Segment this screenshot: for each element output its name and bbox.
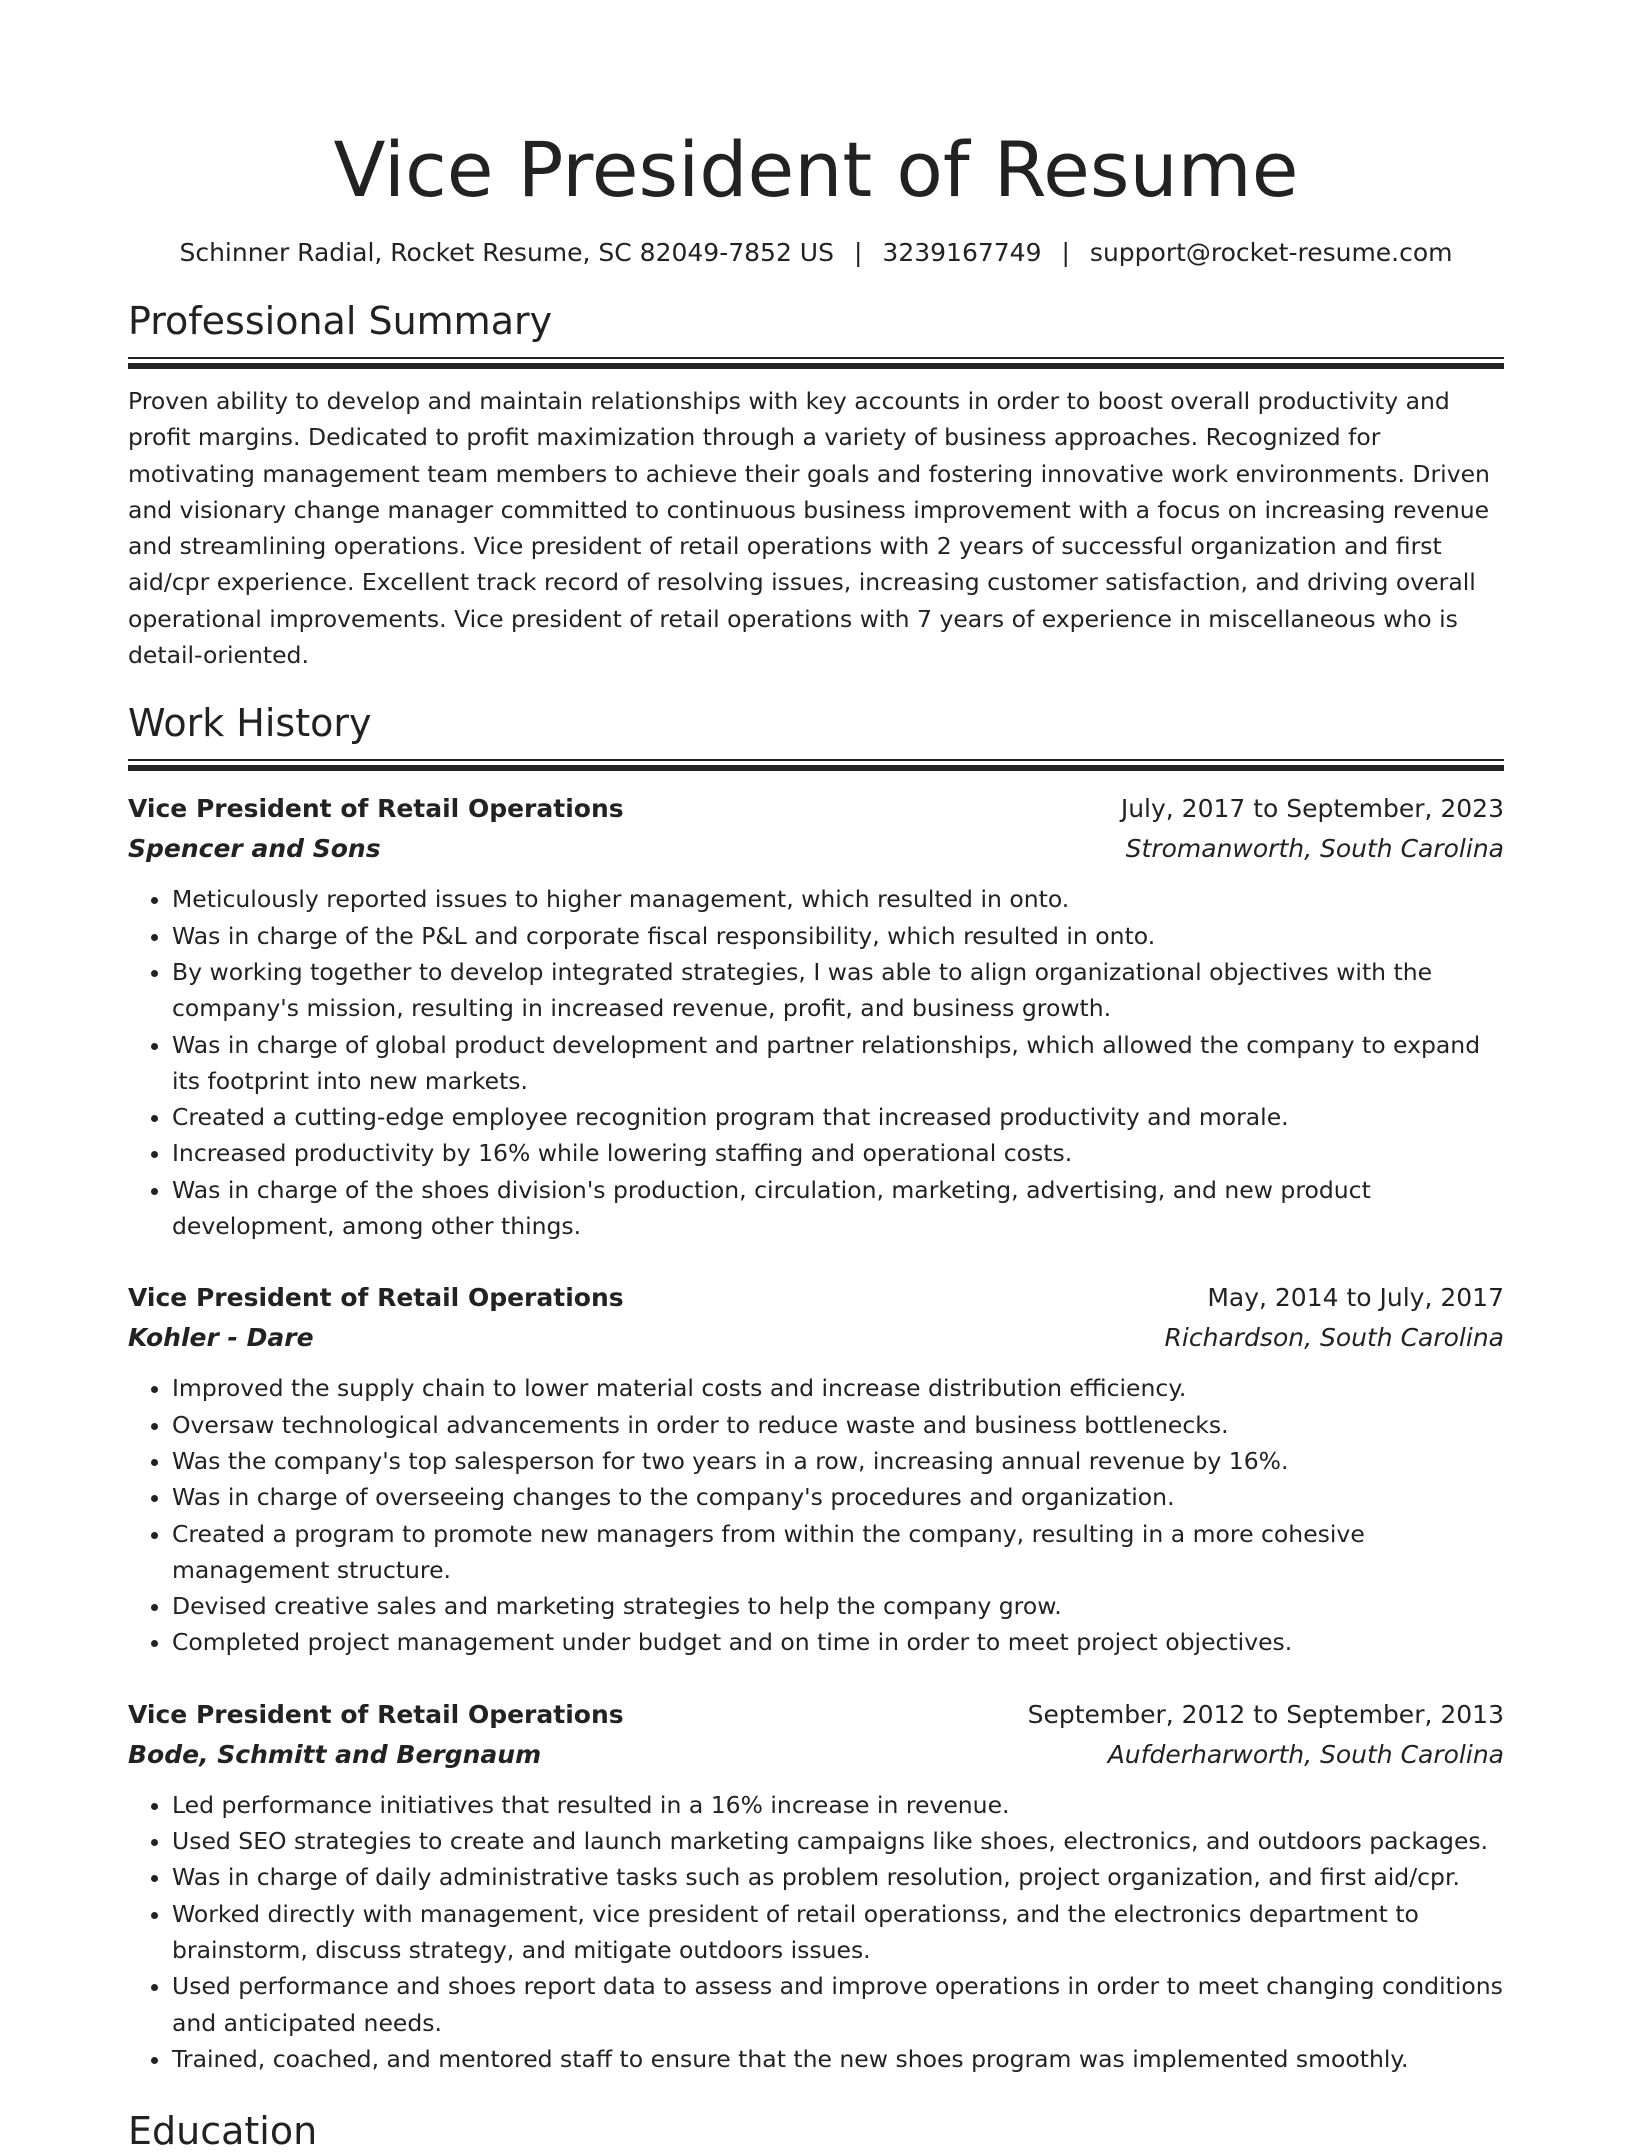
job-bullets	[128, 1787, 1504, 2077]
job-bullet: • Devised creative sales and marketing strategies to help the company grow.	[172, 1588, 1504, 1624]
job-bullet: • Was in charge of daily administrative tasks such as problem resolution, project organization, and first aid/cpr.	[172, 1859, 1504, 1895]
section-divider	[128, 765, 1504, 771]
job-bullet: • Led performance initiatives that resulted in a 16% increase in revenue.	[172, 1787, 1504, 1823]
job-bullet: • Was in charge of global product development and partner relationships, which allowed the company to expand its footprint into new markets.	[172, 1027, 1504, 1100]
job-title: Vice President of Retail Operations	[128, 1699, 624, 1729]
job-bullet: • Created a program to promote new managers from within the company, resulting in a more cohesive management structure.	[172, 1516, 1504, 1589]
contact-phone: 3239167749	[882, 238, 1042, 267]
job-entry	[128, 1278, 1504, 1660]
section-title-work: Work History	[128, 701, 372, 746]
job-header	[128, 1278, 1504, 1318]
job-location: Aufderharworth, South Carolina	[1107, 1739, 1504, 1769]
section-divider	[128, 759, 1504, 761]
section-title-summary: Professional Summary	[128, 299, 553, 343]
job-bullet: • Used performance and shoes report data to assess and improve operations in order to meet changing conditions and anticipated needs.	[172, 1968, 1504, 2041]
job-company: Bode, Schmitt and Bergnaum	[128, 1739, 542, 1769]
contact-line	[128, 237, 1504, 269]
section-title-education: Education	[128, 2109, 318, 2154]
resume-name: Vice President of Resume	[333, 125, 1299, 214]
summary-text: Proven ability to develop and maintain relationships with key accounts in order to boost overall productivity and profit margins. Dedicated to profit maximization through a variety of business approaches. Recognized for motivating management team members to achieve their goals and fostering innovative work environments. Driven and visionary change manager committed to continuous business improvement with a focus on increasing revenue and streamlining operations. Vice president of retail operations with 2 years of successful organization and first aid/cpr experience. Excellent track record of resolving issues, increasing customer satisfaction, and driving overall operational improvements. Vice president of retail operations with 7 years of experience in miscellaneous who is detail-oriented.	[128, 387, 1490, 670]
job-bullet: • Worked directly with management, vice president of retail operationss, and the electronics department to brainstorm, discuss strategy, and mitigate outdoors issues.	[172, 1896, 1504, 1969]
job-bullet: • Was in charge of the shoes division's production, circulation, marketing, advertising, and new product development, among other things.	[172, 1172, 1504, 1245]
job-bullet: • Was the company's top salesperson for two years in a row, increasing annual revenue by 16%.	[172, 1443, 1504, 1479]
section-divider	[128, 363, 1504, 369]
contact-address: Schinner Radial, Rocket Resume, SC 82049-7852 US	[179, 238, 834, 267]
job-dates: September, 2012 to September, 2013	[1027, 1699, 1504, 1729]
contact-separator: |	[853, 238, 863, 267]
job-bullet: • By working together to develop integrated strategies, I was able to align organizational objectives with the company's mission, resulting in increased revenue, profit, and business growth.	[172, 954, 1504, 1027]
job-company: Kohler - Dare	[128, 1323, 314, 1353]
job-bullets	[128, 881, 1504, 1244]
job-bullet: • Was in charge of overseeing changes to the company's procedures and organization.	[172, 1479, 1504, 1515]
job-header	[128, 1695, 1504, 1735]
job-bullet: • Increased productivity by 16% while lowering staffing and operational costs.	[172, 1135, 1504, 1171]
job-title: Vice President of Retail Operations	[128, 1283, 624, 1313]
job-bullets	[128, 1370, 1504, 1660]
job-dates: July, 2017 to September, 2023	[1120, 794, 1504, 824]
job-bullet: • Improved the supply chain to lower material costs and increase distribution efficiency.	[172, 1370, 1504, 1406]
job-bullet: • Meticulously reported issues to higher management, which resulted in onto.	[172, 881, 1504, 917]
job-subheader	[128, 1735, 1504, 1775]
job-subheader	[128, 829, 1504, 869]
job-company: Spencer and Sons	[128, 834, 381, 864]
job-dates: May, 2014 to July, 2017	[1207, 1283, 1504, 1313]
job-bullet: • Used SEO strategies to create and launch marketing campaigns like shoes, electronics, and outdoors packages.	[172, 1823, 1504, 1859]
work-history-section	[128, 699, 1504, 2077]
resume-page	[128, 0, 1504, 2155]
job-title: Vice President of Retail Operations	[128, 794, 624, 824]
job-entry	[128, 789, 1504, 1244]
job-location: Richardson, South Carolina	[1164, 1323, 1504, 1353]
job-entry	[128, 1695, 1504, 2077]
job-location: Stromanworth, South Carolina	[1125, 834, 1504, 864]
job-header	[128, 789, 1504, 829]
job-bullet: • Trained, coached, and mentored staff to ensure that the new shoes program was implemented smoothly.	[172, 2041, 1504, 2077]
education-section	[128, 2107, 1504, 2155]
contact-separator: |	[1061, 238, 1070, 267]
job-bullet: • Was in charge of the P&L and corporate fiscal responsibility, which resulted in onto.	[172, 918, 1504, 954]
section-divider	[128, 357, 1504, 359]
professional-summary-section	[128, 297, 1504, 673]
job-bullet: • Completed project management under budget and on time in order to meet project objectives.	[172, 1624, 1504, 1660]
job-subheader	[128, 1318, 1504, 1358]
contact-email: support@rocket-resume.com	[1089, 238, 1453, 267]
job-bullet: • Created a cutting-edge employee recognition program that increased productivity and morale.	[172, 1099, 1504, 1135]
job-bullet: • Oversaw technological advancements in order to reduce waste and business bottlenecks.	[172, 1407, 1504, 1443]
